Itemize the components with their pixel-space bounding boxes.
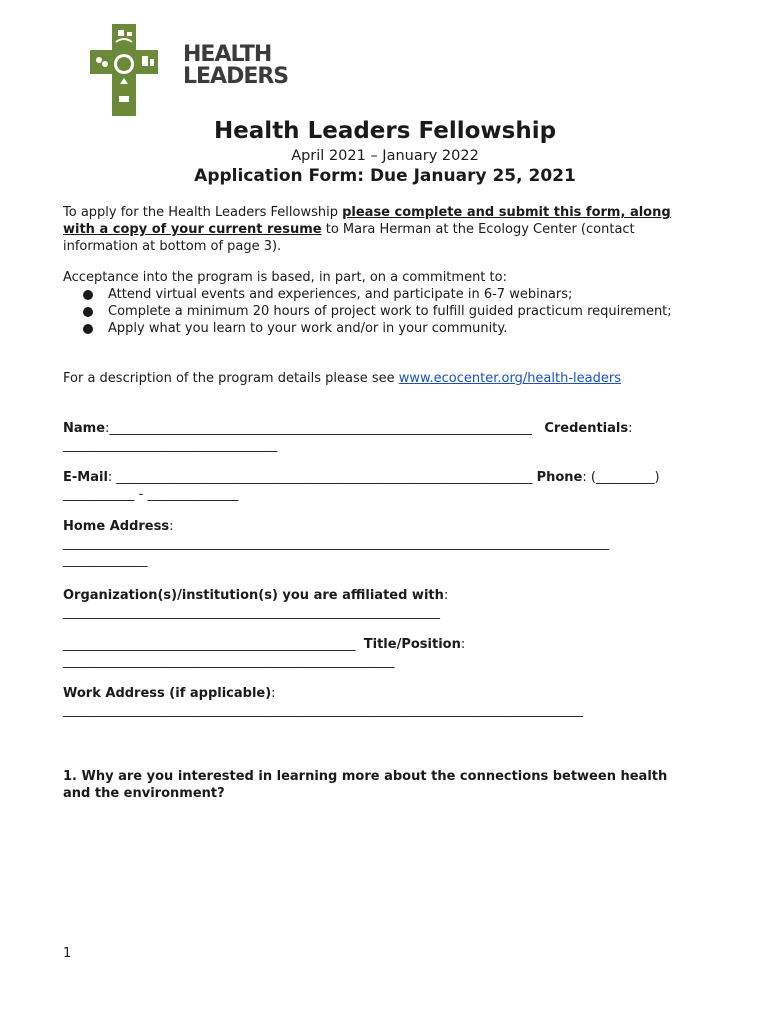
email-row <box>63 469 713 486</box>
email-label: E-Mail <box>63 470 108 485</box>
home-address-field[interactable]: ____________________________________________________________________________________ <box>63 536 609 551</box>
bullet-icon <box>83 307 93 317</box>
home-address-label: Home Address <box>63 519 170 534</box>
home-address-row: Home Address: <box>63 519 174 534</box>
bullet-icon <box>83 324 93 334</box>
list-item: Apply what you learn to your work and/or in your community. <box>63 320 703 337</box>
credentials-label: Credentials <box>544 421 629 436</box>
program-details-link[interactable]: www.ecocenter.org/health-leaders <box>398 371 621 386</box>
organization-row: Organization(s)/institution(s) you are affiliated with: <box>63 588 449 603</box>
name-field[interactable]: :_________________________________________________________________ <box>105 421 532 436</box>
page-title: Health Leaders Fellowship <box>213 118 557 144</box>
intro-part-1: To apply for the Health Leaders Fellowship <box>63 205 343 220</box>
title-position-field[interactable]: ___________________________________________________ <box>63 654 395 669</box>
work-address-row: Work Address (if applicable): <box>63 686 276 701</box>
question-1: 1. Why are you interested in learning more about the connections between health and the environment? <box>63 769 668 801</box>
intro-paragraph <box>63 204 703 255</box>
list-item: Complete a minimum 20 hours of project work to fulfill guided practicum requirement; <box>63 303 703 320</box>
acceptance-lead: Acceptance into the program is based, in part, on a commitment to: <box>63 270 507 285</box>
work-address-label: Work Address (if applicable) <box>63 686 272 701</box>
title-position-label: Title/Position <box>363 637 461 652</box>
form-subtitle: Application Form: Due January 25, 2021 <box>194 166 576 186</box>
name-row: Name:_________________________________________________________________ Credentials: <box>63 421 633 436</box>
phone-area-code-field[interactable]: : (_________) <box>582 470 660 485</box>
title-row: _____________________________________________ Title/Position: <box>63 637 466 652</box>
intro-emphasis: please complete and submit this form, along with a copy of your current resume <box>63 205 671 237</box>
list-item: Attend virtual events and experiences, and participate in 6-7 webinars; <box>63 286 703 303</box>
phone-number-field[interactable]: ___________ - ______________ <box>63 487 239 502</box>
logo-line-1: HEALTH <box>183 42 272 67</box>
page-number: 1 <box>63 946 72 961</box>
credentials-field[interactable]: _________________________________ <box>63 438 278 453</box>
health-leaders-logo <box>90 24 289 116</box>
home-address-field-2[interactable]: _____________ <box>63 553 148 568</box>
program-dates: April 2021 – January 2022 <box>291 148 479 164</box>
bullet-icon <box>83 290 93 300</box>
intro-part-2: to Mara Herman at the Ecology Center (contact information at bottom of page 3). <box>63 222 635 254</box>
organization-field[interactable]: __________________________________________________________ <box>63 605 440 620</box>
health-leaders-cross-logo-icon <box>90 24 158 116</box>
email-field[interactable]: : ________________________________________________________________ <box>107 470 533 485</box>
name-label: Name <box>63 421 106 436</box>
description-text: For a description of the program details please see <box>63 371 399 386</box>
phone-label: Phone <box>536 470 583 485</box>
logo-wordmark <box>183 44 288 88</box>
organization-label: Organization(s)/institution(s) you are affiliated with <box>63 588 444 603</box>
description-paragraph <box>63 370 703 387</box>
work-address-field[interactable]: ________________________________________________________________________________ <box>63 703 583 718</box>
logo-line-2: LEADERS <box>183 64 289 89</box>
commitment-list <box>63 286 703 337</box>
organization-field-2[interactable]: _____________________________________________ <box>63 637 356 652</box>
